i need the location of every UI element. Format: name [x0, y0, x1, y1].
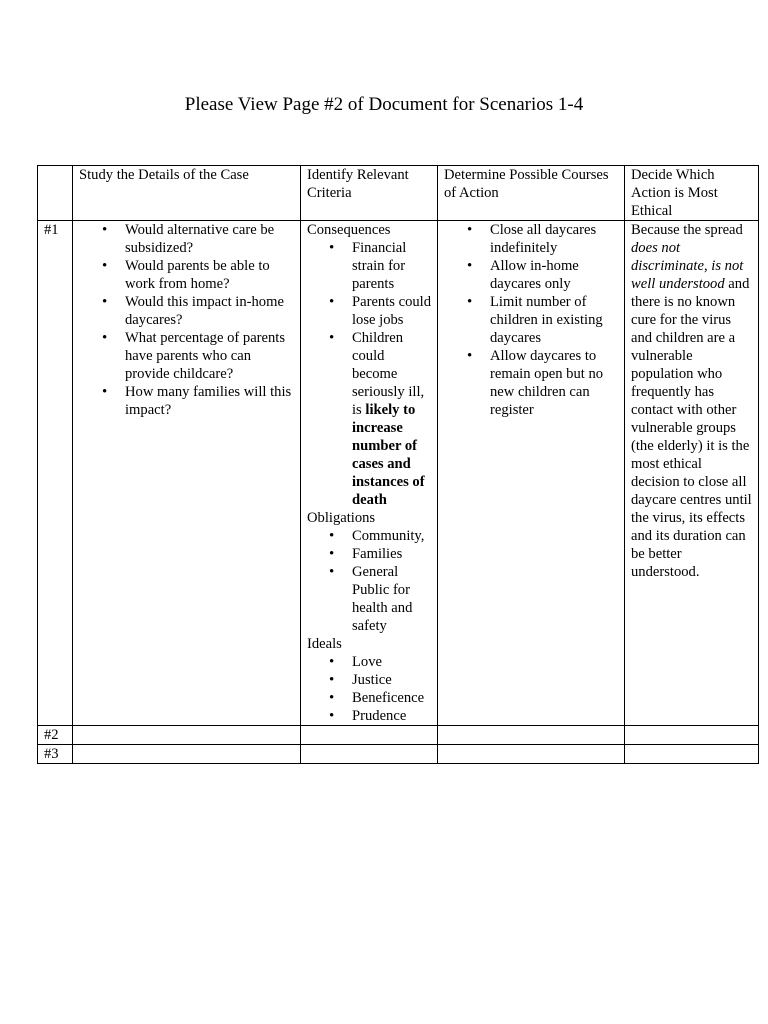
decision-text-emphasis: does not discriminate, is not well understood — [631, 240, 744, 292]
ethics-case-table — [37, 165, 759, 764]
list-item — [352, 329, 432, 509]
decision-cell — [625, 221, 759, 726]
consequences-list — [307, 239, 432, 509]
consequences-heading: Consequences — [307, 222, 391, 238]
empty-cell — [438, 726, 625, 745]
table-header-row — [38, 166, 759, 221]
obligations-list — [307, 527, 432, 635]
empty-cell — [438, 745, 625, 764]
header-study-details: Study the Details of the Case — [73, 166, 301, 221]
list-item: • How many families will this impact? — [125, 383, 295, 419]
empty-cell — [73, 726, 301, 745]
decision-text-start: Because the spread — [631, 222, 743, 238]
case-details-cell — [73, 221, 301, 726]
list-item: • Allow daycares to remain open but no new children can register — [490, 347, 619, 419]
list-item: • Justice — [352, 671, 432, 689]
list-item: • Love — [352, 653, 432, 671]
list-item: • Close all daycares indefinitely — [490, 221, 619, 257]
row-label: #2 — [38, 726, 73, 745]
case-details-list — [79, 221, 295, 419]
list-item: • Financial strain for parents — [352, 239, 432, 293]
empty-cell — [73, 745, 301, 764]
list-item: • Would alternative care be subsidized? — [125, 221, 295, 257]
table-row-scenario-3 — [38, 745, 759, 764]
table-row-scenario-2 — [38, 726, 759, 745]
list-item: • Would parents be able to work from home? — [125, 257, 295, 293]
list-item: • Community, — [352, 527, 432, 545]
consequence-text: Children could become seriously ill, is — [352, 330, 425, 418]
list-item: • Beneficence — [352, 689, 432, 707]
decision-text-end: and there is no known cure for the virus and children are a vulnerable population who frequently has contact with other vulnerable groups (the elderly) it is the most ethical decision to close all daycare centres until the virus, its effects and its duration can be better understood. — [631, 276, 752, 580]
criteria-cell — [301, 221, 438, 726]
row-label: #1 — [38, 221, 73, 726]
consequence-emphasis: likely to increase number of cases and instances of death — [352, 402, 425, 508]
list-item: • Would this impact in-home daycares? — [125, 293, 295, 329]
ideals-heading: Ideals — [307, 636, 342, 652]
row-label: #3 — [38, 745, 73, 764]
header-scenario-number — [38, 166, 73, 221]
list-item: • Limit number of children in existing daycares — [490, 293, 619, 347]
empty-cell — [625, 726, 759, 745]
header-identify-criteria: Identify Relevant Criteria — [301, 166, 438, 221]
ideals-list — [307, 653, 432, 725]
courses-of-action-list — [444, 221, 619, 419]
empty-cell — [301, 745, 438, 764]
table-row-scenario-1 — [38, 221, 759, 726]
courses-of-action-cell — [438, 221, 625, 726]
list-item: • Prudence — [352, 707, 432, 725]
page-title: Please View Page #2 of Document for Scenarios 1-4 — [184, 94, 584, 115]
list-item: • General Public for health and safety — [352, 563, 432, 635]
list-item: • Families — [352, 545, 432, 563]
header-most-ethical-action: Decide Which Action is Most Ethical — [625, 166, 759, 221]
header-courses-of-action: Determine Possible Courses of Action — [438, 166, 625, 221]
list-item: • What percentage of parents have parents who can provide childcare? — [125, 329, 295, 383]
empty-cell — [301, 726, 438, 745]
list-item: • Parents could lose jobs — [352, 293, 432, 329]
empty-cell — [625, 745, 759, 764]
list-item: • Allow in-home daycares only — [490, 257, 619, 293]
obligations-heading: Obligations — [307, 510, 376, 526]
